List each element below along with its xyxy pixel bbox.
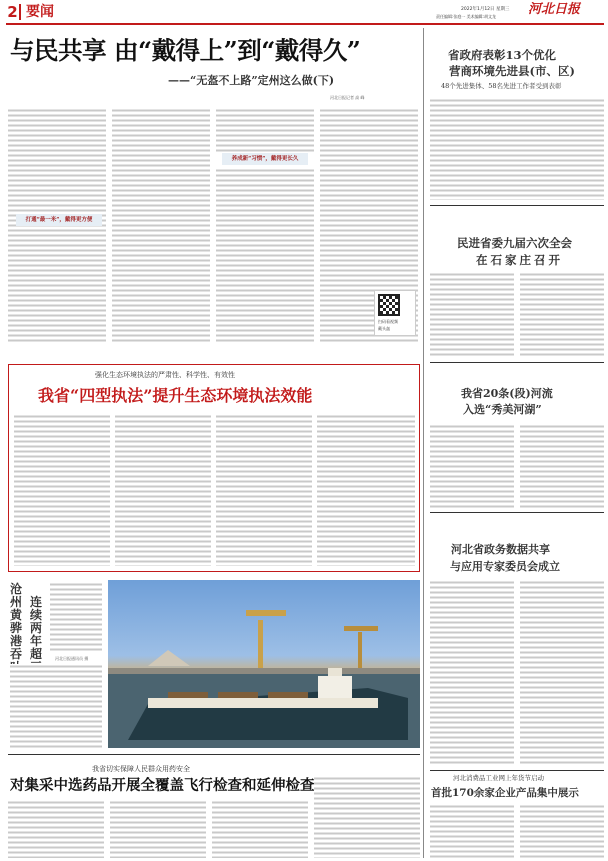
- right-gov-body-2: [520, 580, 604, 766]
- feature-body-3: [216, 414, 312, 566]
- qr-caption-2: 戴头盔: [378, 326, 390, 331]
- right-top-body: [430, 98, 604, 200]
- qr-caption-1: 扫码看视频: [378, 319, 398, 324]
- qr-code-icon[interactable]: [378, 294, 400, 316]
- feature-body-4: [317, 414, 415, 566]
- bottom-left-title: 对集采中选药品开展全覆盖飞行检查和延伸检查: [10, 777, 315, 794]
- bottom-right-kicker: 河北消费品工业网上年货节启动: [453, 774, 544, 782]
- lead-column-heading: 养成新“习惯”，戴得更长久: [222, 153, 308, 165]
- lead-story-subtitle: ——“无盔不上路”定州这么做(下): [168, 74, 335, 87]
- right-mid-title-1: 民进省委九届六次全会: [457, 236, 572, 250]
- editor-line: 责任编辑:张庭一 美术编辑:胡文龙: [436, 14, 496, 19]
- right-gov-title-1: 河北省政务数据共享: [451, 543, 550, 556]
- right-gov-body-1: [430, 580, 514, 766]
- lead-story-title: 与民共享 由“戴得上”到“戴得久”: [10, 36, 361, 65]
- right-mid-body-2: [520, 272, 604, 356]
- port-ship-photo: [108, 580, 420, 748]
- ship-illustration: [108, 580, 420, 748]
- right-lower-title-2: 入选“秀美河湖”: [463, 403, 542, 416]
- page-header: [6, 2, 604, 22]
- bottom-left-body-1: [8, 800, 104, 858]
- bottom-right-body-1: [430, 804, 514, 858]
- lead-inset-heading: 打通“最一米”，戴得更方便: [16, 214, 102, 226]
- column-divider: [423, 28, 424, 858]
- bottom-right-title: 首批170余家企业产品集中展示: [431, 787, 579, 799]
- qr-code-box[interactable]: [374, 290, 416, 336]
- feature-kicker: 强化生态环境执法的严肃性、科学性、有效性: [95, 371, 235, 379]
- right-lower-body-1: [430, 424, 514, 508]
- lead-body-col-3b: [216, 168, 314, 342]
- bottom-left-kicker: 我省切实保障人民群众用药安全: [92, 765, 190, 773]
- side-banner-photo-caption: 河北日报通讯员 摄: [55, 656, 89, 661]
- feature-title: 我省“四型执法”提升生态环境执法效能: [38, 386, 313, 405]
- side-banner-body: [50, 582, 102, 652]
- bottom-left-body-3: [212, 800, 308, 858]
- bottom-left-body-4: [314, 776, 420, 858]
- right-top-title-2: 营商环境先进县(市、区): [449, 64, 575, 78]
- side-banner-big-text-1: 沧州黄骅港吞: [10, 582, 23, 661]
- bottom-right-body-2: [520, 804, 604, 858]
- right-mid-rule: [430, 362, 604, 363]
- header-rule: [6, 23, 604, 25]
- bottom-left-body-2: [110, 800, 206, 858]
- bottom-rule: [8, 754, 420, 755]
- right-mid-body-1: [430, 272, 514, 356]
- feature-body-2: [115, 414, 211, 566]
- right-top-rule: [430, 205, 604, 206]
- section-title: 要闻: [26, 4, 54, 20]
- lead-body-col-3: [216, 108, 314, 152]
- lead-body-col-2: [112, 108, 210, 342]
- feature-body-1: [14, 414, 110, 566]
- page-number-badge: 2: [6, 4, 21, 20]
- right-top-deck: 48个先进集体、58名先进工作者受到表彰: [441, 82, 562, 90]
- bottom-right-rule: [430, 770, 604, 771]
- side-banner-body-2: [10, 664, 102, 748]
- right-lower-body-2: [520, 424, 604, 508]
- right-lower-rule: [430, 512, 604, 513]
- date-line: 2022年1月12日 星期三: [461, 7, 510, 12]
- right-lower-title-1: 我省20条(段)河流: [461, 387, 553, 400]
- masthead-logo: 河北日报: [528, 2, 581, 17]
- right-mid-title-2: 在石家庄召开: [476, 253, 563, 267]
- right-top-title-1: 省政府表彰13个优化: [448, 48, 557, 62]
- side-banner-big-text-2: 连续两年超: [30, 595, 43, 661]
- lead-story-byline: 河北日报记者 高 峰: [330, 95, 365, 100]
- right-gov-title-2: 与应用专家委员会成立: [450, 560, 560, 573]
